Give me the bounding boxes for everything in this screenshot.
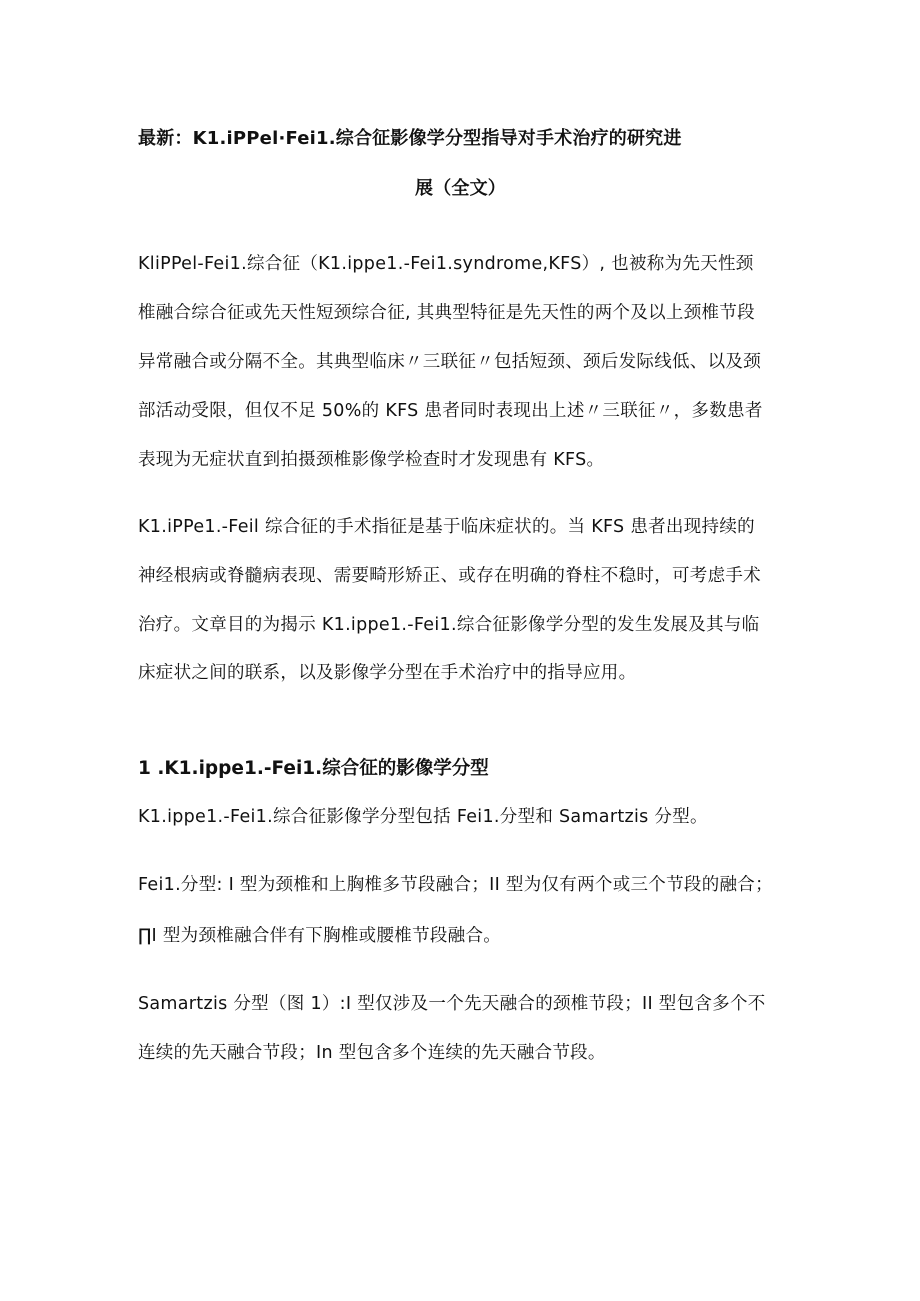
paragraph-2-line-2: 神经根病或脊髓病表现、需要畸形矫正、或存在明确的脊柱不稳时，可考虑手术	[138, 566, 761, 586]
paragraph-1-line-5: 表现为无症状直到拍摄颈椎影像学检查时才发现患有 KFS。	[138, 450, 605, 470]
paragraph-2-line-4: 床症状之间的联系，以及影像学分型在手术治疗中的指导应用。	[138, 663, 637, 683]
fei-type-line-1: Fei1.分型: I 型为颈椎和上胸椎多节段融合；II 型为仅有两个或三个节段的融合；	[138, 875, 773, 895]
paragraph-1-line-2: 椎融合综合征或先天性短颈综合征, 其典型特征是先天性的两个及以上颈椎节段	[138, 303, 755, 323]
paragraph-2-line-3: 治疗。文章目的为揭示 K1.ippe1.-Fei1.综合征影像学分型的发生发展及其与临	[138, 615, 760, 635]
paragraph-1-line-1: KliPPel-Fei1.综合征（K1.ippe1.-Fei1.syndrome,KFS）, 也被称为先天性颈	[138, 254, 754, 274]
document-title-line-1: 最新：K1.iPPel·Fei1.综合征影像学分型指导对手术治疗的研究进	[138, 128, 682, 149]
samartzis-type-line-2: 连续的先天融合节段；In 型包含多个连续的先天融合节段。	[138, 1043, 606, 1063]
section-1-heading: 1 .K1.ippe1.-Fei1.综合征的影像学分型	[138, 758, 489, 779]
paragraph-1-line-3: 异常融合或分隔不全。其典型临床〃三联征〃包括短颈、颈后发际线低、以及颈	[138, 352, 761, 372]
samartzis-type-line-1: Samartzis 分型（图 1）:I 型仅涉及一个先天融合的颈椎节段；II 型包含多个不	[138, 994, 766, 1014]
paragraph-1-line-4: 部活动受限，但仅不足 50%的 KFS 患者同时表现出上述〃三联征〃，多数患者	[138, 401, 763, 421]
paragraph-2-line-1: K1.iPPe1.-Feil 综合征的手术指征是基于临床症状的。当 KFS 患者出现持续的	[138, 517, 755, 537]
fei-type-line-2: ∏I 型为颈椎融合伴有下胸椎或腰椎节段融合。	[138, 926, 502, 946]
document-title-line-2: 展（全文）	[415, 178, 506, 199]
section-1-intro: K1.ippe1.-Fei1.综合征影像学分型包括 Fei1.分型和 Samartzis 分型。	[138, 807, 708, 827]
